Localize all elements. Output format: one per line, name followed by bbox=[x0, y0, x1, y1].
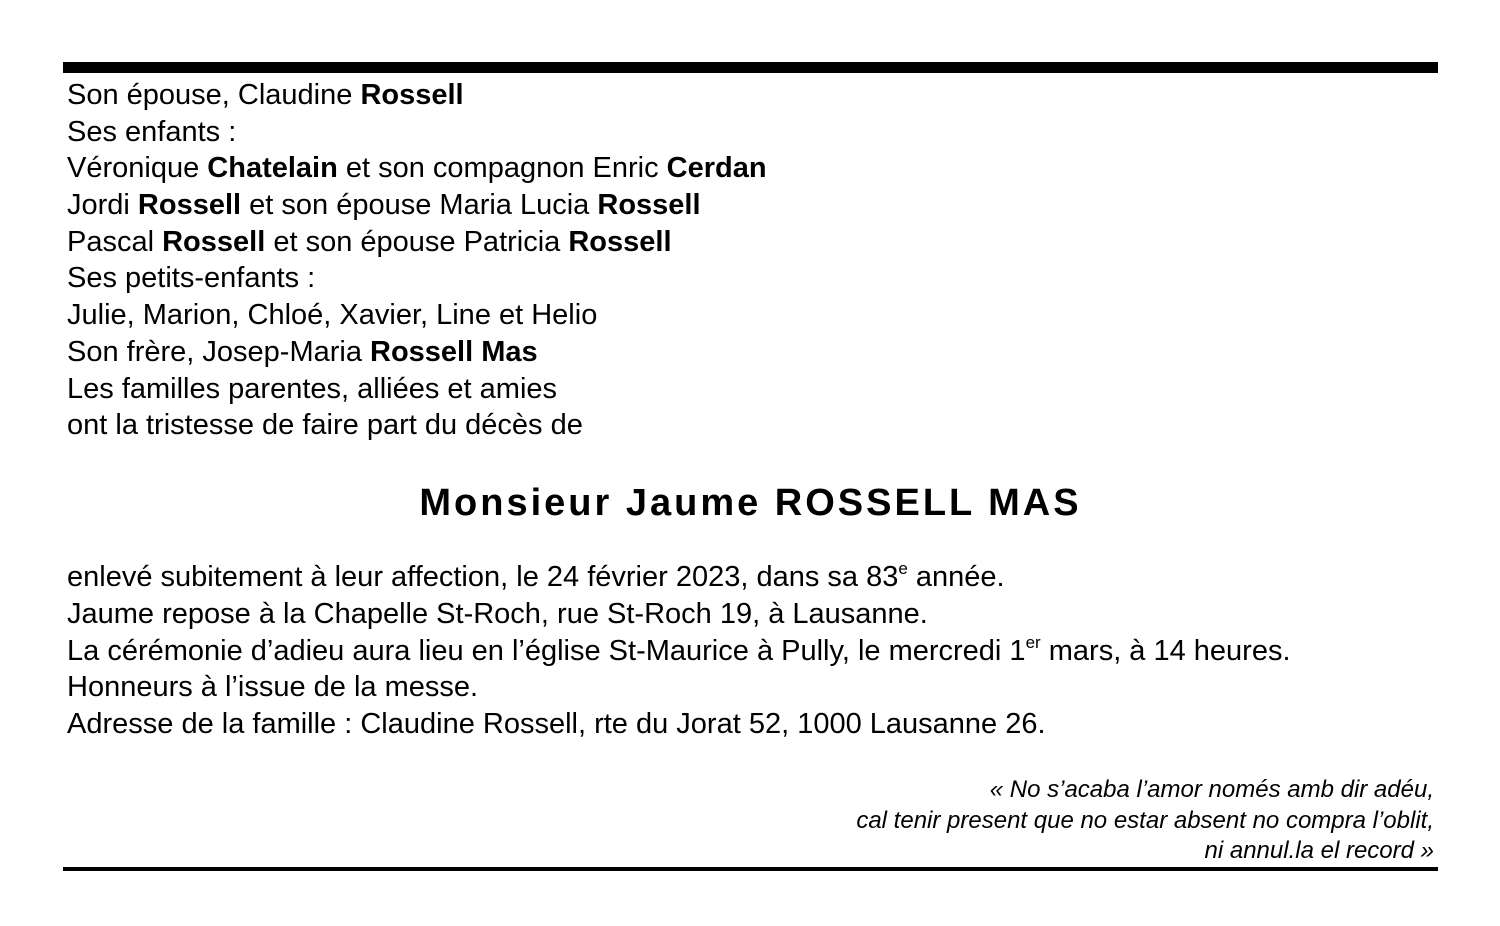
ceremony-line: La cérémonie d’adieu aura lieu en l’église St-Maurice à Pully, le mercredi 1er mars, à 14 heures. bbox=[67, 632, 1291, 667]
details-block bbox=[67, 559, 1437, 743]
rest-line: Jaume repose à la Chapelle St-Roch, rue St-Roch 19, à Lausanne. bbox=[67, 597, 928, 630]
relatives-line: Les familles parentes, alliées et amies bbox=[67, 372, 558, 405]
closing-quote bbox=[534, 775, 1434, 867]
quote-line-1: « No s’acaba l’amor només amb dir adéu, bbox=[989, 776, 1434, 803]
child-2-surname: Rossell bbox=[137, 189, 242, 222]
deceased-name: Monsieur Jaume ROSSELL MAS bbox=[419, 482, 1082, 524]
top-rule bbox=[63, 62, 1438, 73]
grandchildren-heading: Ses petits-enfants : bbox=[67, 262, 316, 295]
ordinal-suffix: e bbox=[898, 559, 908, 578]
child-2-partner-surname: Rossell bbox=[597, 189, 701, 222]
ordinal-suffix: er bbox=[1025, 632, 1041, 652]
bottom-rule bbox=[63, 867, 1438, 871]
quote-line-3: ni annul.la el record » bbox=[1204, 837, 1434, 864]
death-line: enlevé subitement à leur affection, le 24 février 2023, dans sa 83e année. bbox=[67, 559, 1005, 593]
address-line: Adresse de la famille : Claudine Rossell, rte du Jorat 52, 1000 Lausanne 26. bbox=[67, 708, 1046, 741]
spouse-line: Son épouse, Claudine Rossell bbox=[67, 79, 464, 111]
honours-line: Honneurs à l’issue de la messe. bbox=[67, 671, 479, 704]
brother-surname: Rossell Mas bbox=[370, 335, 538, 368]
child-3-partner-surname: Rossell bbox=[568, 225, 672, 258]
child-line-1: Véronique Chatelain et son compagnon Enric Cerdan bbox=[67, 152, 767, 185]
family-list bbox=[67, 77, 1427, 444]
announcement-line: ont la tristesse de faire part du décès de bbox=[67, 409, 583, 442]
spouse-surname: Rossell bbox=[360, 79, 464, 111]
quote-line-2: cal tenir present que no estar absent no compra l’oblit, bbox=[856, 806, 1434, 834]
child-line-2: Jordi Rossell et son épouse Maria Lucia Rossell bbox=[67, 189, 701, 222]
child-1-surname: Chatelain bbox=[207, 152, 338, 185]
child-3-surname: Rossell bbox=[162, 225, 266, 258]
brother-line: Son frère, Josep-Maria Rossell Mas bbox=[67, 335, 538, 368]
grandchildren-names: Julie, Marion, Chloé, Xavier, Line et Helio bbox=[67, 299, 598, 332]
children-heading: Ses enfants : bbox=[67, 115, 237, 148]
child-1-partner-surname: Cerdan bbox=[666, 152, 767, 185]
child-line-3: Pascal Rossell et son épouse Patricia Rossell bbox=[67, 225, 672, 258]
